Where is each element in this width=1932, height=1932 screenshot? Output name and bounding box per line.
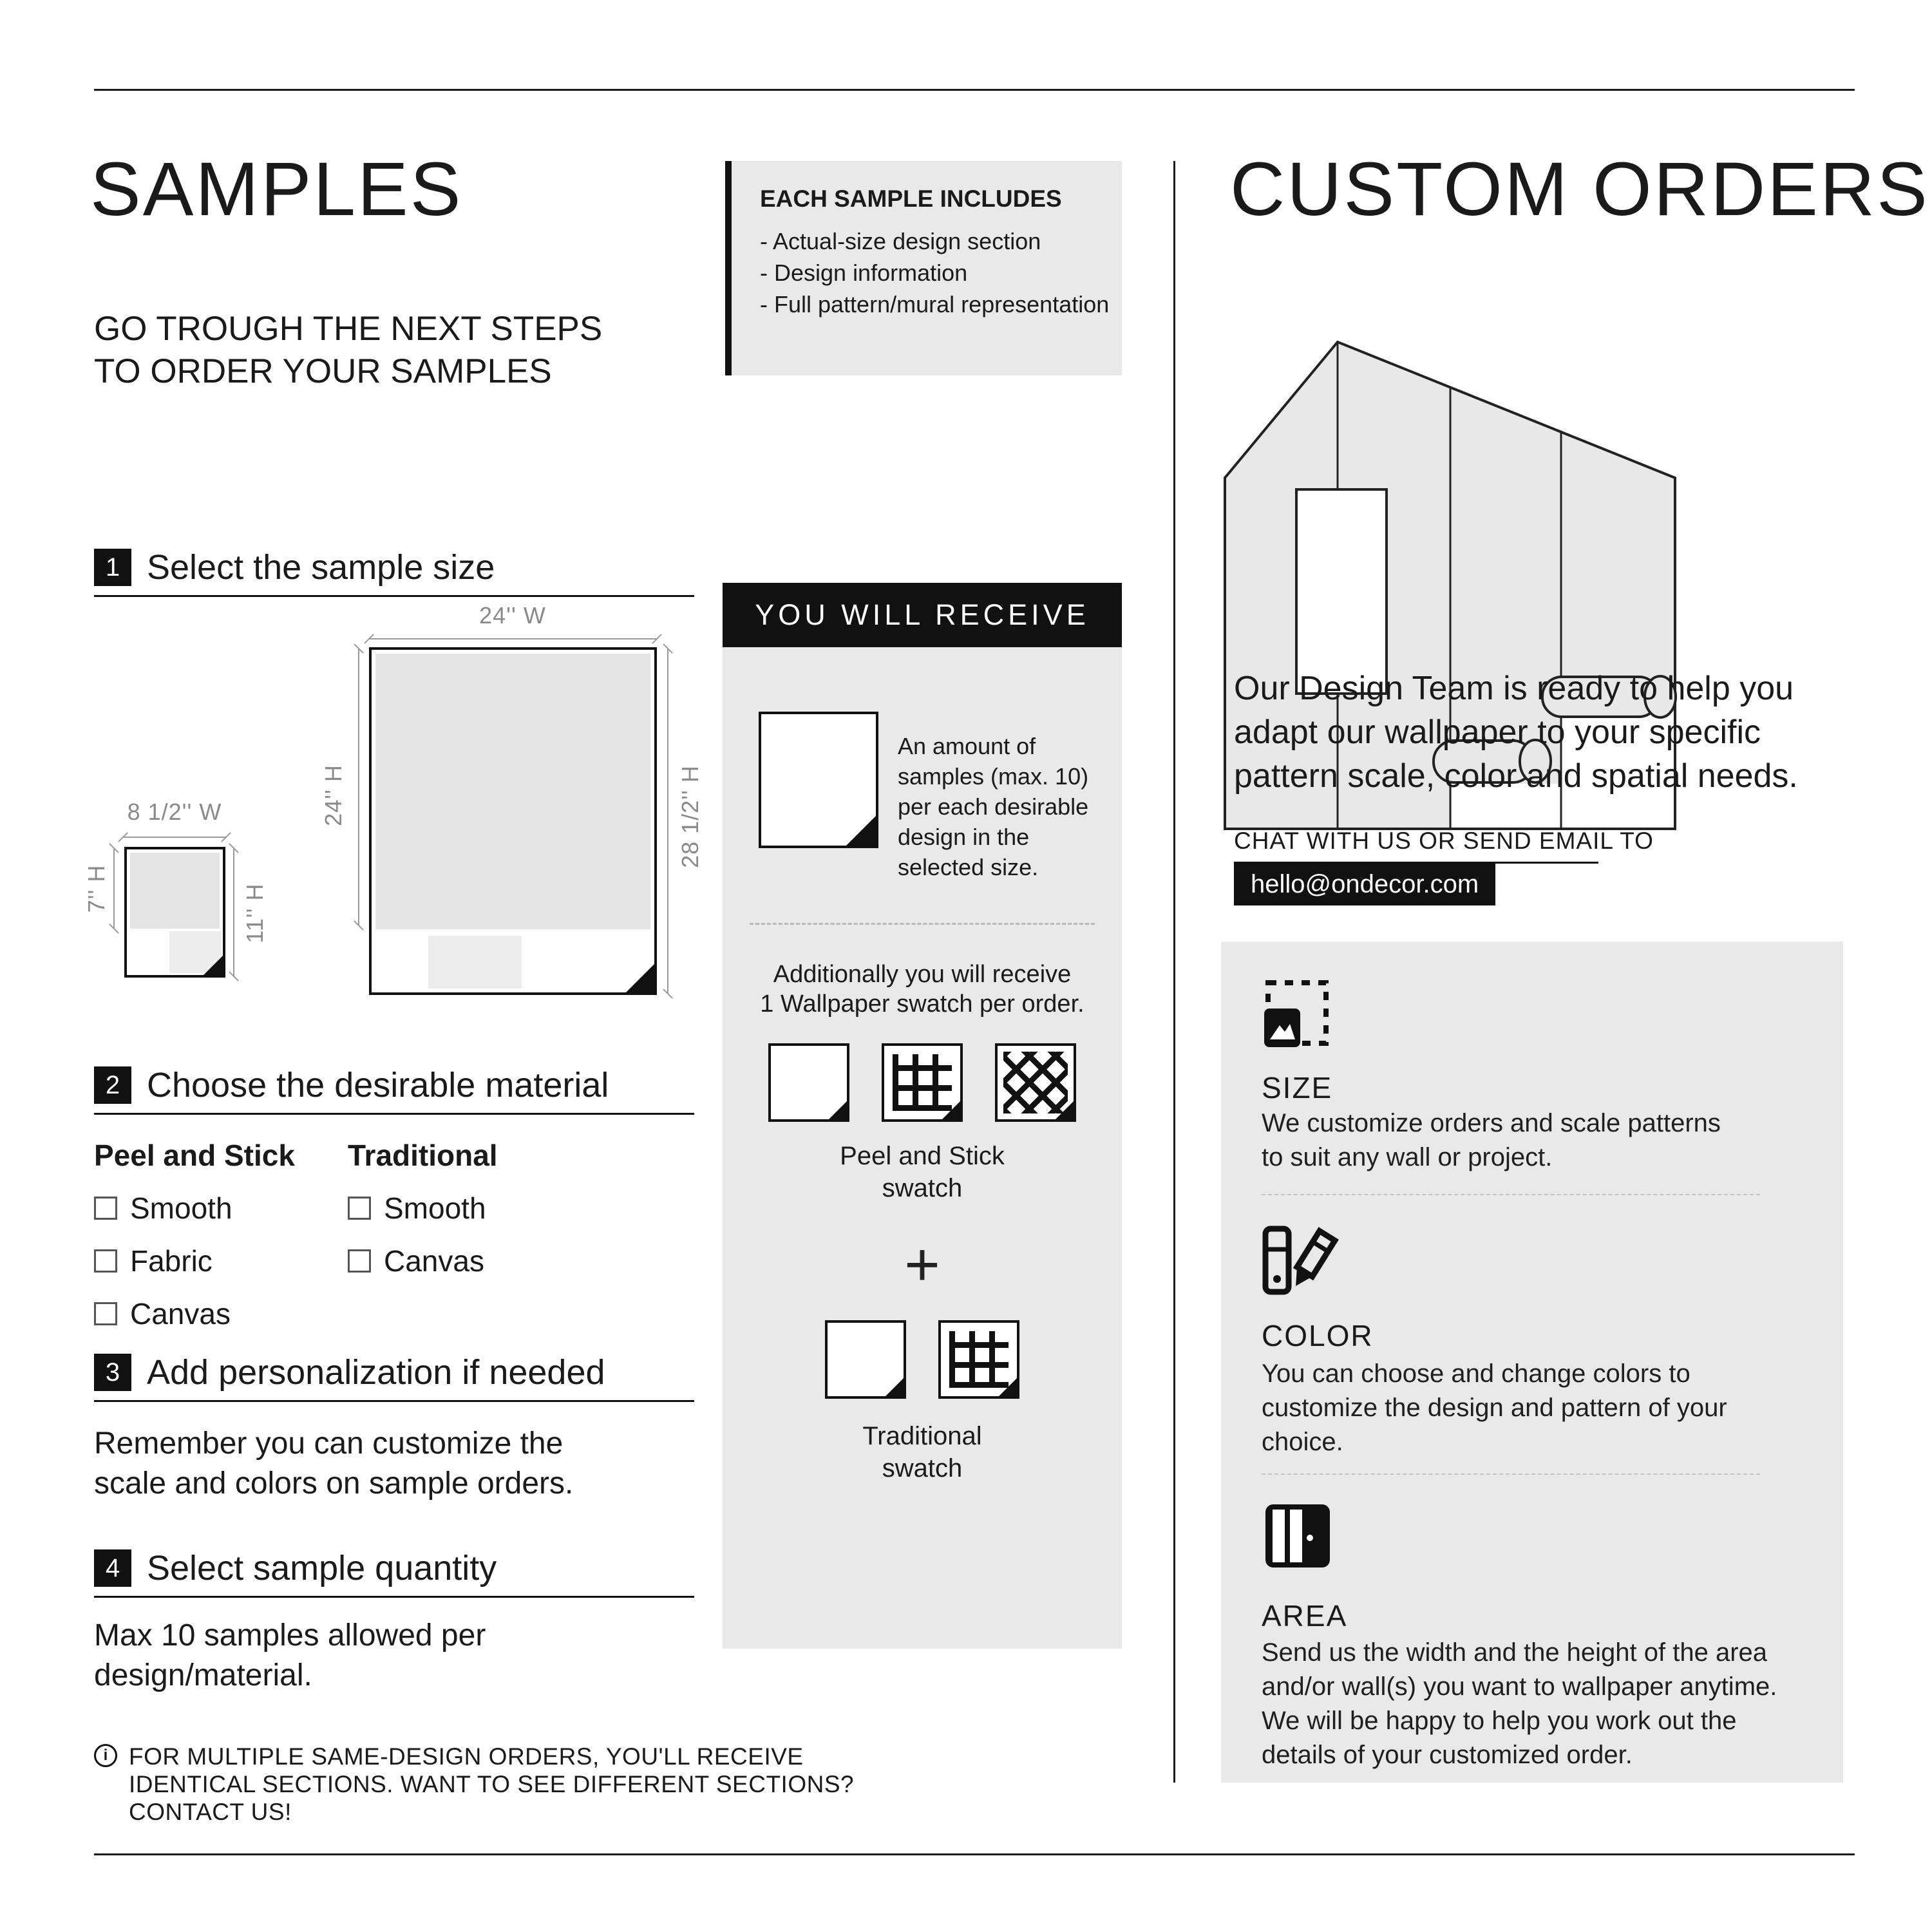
email-wrap [1234, 864, 1495, 905]
large-sample-figure [369, 647, 657, 995]
samples-intro [94, 308, 602, 393]
dashed-divider [750, 923, 1095, 925]
step-3 [94, 1352, 694, 1504]
each-sample-includes-box [725, 161, 1122, 375]
step-2-title: Choose the desirable material [147, 1066, 609, 1104]
large-sample-design-area [375, 654, 650, 929]
traditional-column [348, 1138, 498, 1331]
dim-line [369, 638, 657, 639]
sample-page-icon [759, 712, 878, 848]
dim-line [667, 649, 668, 994]
peel-swatch-row [723, 1043, 1122, 1122]
material-option-smooth[interactable] [94, 1191, 348, 1226]
dim-label-small-height-right: 11'' H [242, 883, 268, 943]
custom-orders-title: CUSTOM ORDERS [1230, 147, 1929, 232]
includes-title: EACH SAMPLE INCLUDES [760, 185, 1062, 212]
dim-label-small-width: 8 1/2'' W [127, 799, 222, 825]
peel-and-stick-title: Peel and Stick [94, 1139, 295, 1172]
dim-label-small-height-left: 7'' H [83, 864, 109, 913]
traditional-swatch-label: Traditional swatch [862, 1422, 982, 1482]
wall-door-icon [1262, 1501, 1334, 1571]
grid-swatch-icon [938, 1320, 1019, 1399]
includes-item: - Design information [760, 257, 1128, 289]
info-circle-icon: i [94, 1744, 117, 1767]
step-number-badge: 4 [94, 1549, 131, 1587]
material-option-canvas[interactable] [94, 1296, 348, 1331]
step-4-header [94, 1548, 694, 1598]
step-4 [94, 1548, 694, 1696]
option-label: Smooth [384, 1191, 486, 1225]
step-number-badge: 1 [94, 549, 131, 586]
grid-pattern [893, 1054, 952, 1111]
page-fold-icon [829, 1101, 847, 1119]
step-4-body: Max 10 samples allowed per design/material. [94, 1618, 486, 1692]
plus-icon: + [904, 1231, 940, 1299]
step-3-header [94, 1352, 694, 1402]
small-sample-design-area [130, 853, 220, 929]
step-1-header [94, 547, 694, 597]
includes-item: - Actual-size design section [760, 225, 1128, 257]
step-4-title: Select sample quantity [147, 1549, 497, 1587]
dim-label-large-height-left: 24'' H [320, 764, 346, 826]
dashed-divider [1262, 1473, 1760, 1475]
area-section-body: Send us the width and the height of the area and/or wall(s) you want to wallpaper anytime. We will be happy to help you work out the details of your customized order. [1262, 1638, 1777, 1769]
page-fold-icon [886, 1378, 904, 1396]
crosshatch-swatch-icon [995, 1043, 1076, 1122]
additional-line2: 1 Wallpaper swatch per order. [760, 990, 1084, 1018]
size-section-body: We customize orders and scale patterns to suit any wall or project. [1262, 1109, 1721, 1171]
additional-swatch-text [723, 960, 1122, 1019]
step-3-body: Remember you can customize the scale and colors on sample orders. [94, 1426, 574, 1501]
note-text: FOR MULTIPLE SAME-DESIGN ORDERS, YOU'LL RECEIVE IDENTICAL SECTIONS. WANT TO SEE DIFFERENT SECTIONS? CONTACT US! [129, 1743, 855, 1825]
checkbox-icon[interactable] [348, 1249, 371, 1273]
traditional-swatch-row [723, 1320, 1122, 1399]
material-option-canvas-traditional[interactable] [348, 1244, 498, 1278]
page-fold-icon [626, 964, 654, 992]
grid-pattern [949, 1331, 1009, 1388]
option-label: Canvas [384, 1244, 484, 1278]
column-divider [1173, 161, 1175, 1783]
additional-line1: Additionally you will receive [773, 961, 1072, 988]
small-sample-figure [124, 847, 225, 978]
step-number-badge: 2 [94, 1066, 131, 1104]
custom-intro: Our Design Team is ready to help you adapt our wallpaper to your specific pattern scale, color and spatial needs. [1234, 670, 1798, 795]
receive-body: An amount of samples (max. 10) per each desirable design in the selected size. [898, 733, 1089, 880]
dim-line [358, 649, 359, 925]
step-2 [94, 1065, 694, 1331]
page-fold-icon [846, 816, 876, 846]
custom-options-panel [1221, 942, 1843, 1783]
dim-label-large-height-right: 28 1/2'' H [677, 765, 703, 868]
material-option-smooth-traditional[interactable] [348, 1191, 498, 1226]
chat-label: CHAT WITH US OR SEND EMAIL TO [1234, 828, 1654, 854]
email-link[interactable]: hello@ondecor.com [1234, 864, 1495, 905]
peel-and-stick-column [94, 1138, 348, 1331]
you-will-receive-panel [723, 647, 1122, 1649]
dim-line [123, 837, 226, 838]
grid-swatch-icon [882, 1043, 963, 1122]
material-option-fabric[interactable] [94, 1244, 348, 1278]
dashed-divider [1262, 1194, 1760, 1195]
traditional-title: Traditional [348, 1139, 498, 1172]
step-number-badge: 3 [94, 1354, 131, 1391]
crosshatch-pattern [1003, 1052, 1068, 1113]
step-2-header [94, 1065, 694, 1115]
dim-label-large-width: 24'' W [479, 602, 546, 629]
samples-title: SAMPLES [90, 147, 463, 232]
bottom-rule [94, 1853, 1855, 1855]
area-section-title: AREA [1262, 1599, 1348, 1633]
step-1-title: Select the sample size [147, 548, 495, 587]
samples-intro-line1: GO TROUGH THE NEXT STEPS [94, 310, 603, 348]
large-sample-pattern-thumb [428, 936, 522, 989]
checkbox-icon[interactable] [94, 1302, 117, 1325]
option-label: Fabric [130, 1244, 213, 1278]
color-section-title: COLOR [1262, 1319, 1374, 1352]
step-3-title: Add personalization if needed [147, 1353, 605, 1392]
peel-swatch-label: Peel and Stick swatch [840, 1142, 1005, 1202]
samples-intro-line2: TO ORDER YOUR SAMPLES [94, 352, 552, 390]
checkbox-icon[interactable] [94, 1197, 117, 1220]
plain-swatch-icon [825, 1320, 906, 1399]
plain-swatch-icon [768, 1043, 849, 1122]
color-swatches-pencil-icon [1262, 1225, 1339, 1296]
step-1 [94, 547, 694, 597]
includes-item: - Full pattern/mural representation [760, 289, 1128, 320]
same-design-note [94, 1743, 908, 1826]
size-section-title: SIZE [1262, 1071, 1333, 1104]
color-section-body: You can choose and change colors to customize the design and pattern of your choice. [1262, 1359, 1727, 1456]
option-label: Smooth [130, 1191, 232, 1225]
materials [94, 1138, 694, 1331]
you-will-receive-header: YOU WILL RECEIVE [723, 583, 1122, 647]
dim-line [113, 848, 115, 929]
checkbox-icon[interactable] [94, 1249, 117, 1273]
checkbox-icon[interactable] [348, 1197, 371, 1220]
dim-line [233, 848, 234, 976]
image-resize-icon [1262, 978, 1332, 1048]
top-rule [94, 89, 1855, 91]
option-label: Canvas [130, 1297, 231, 1331]
